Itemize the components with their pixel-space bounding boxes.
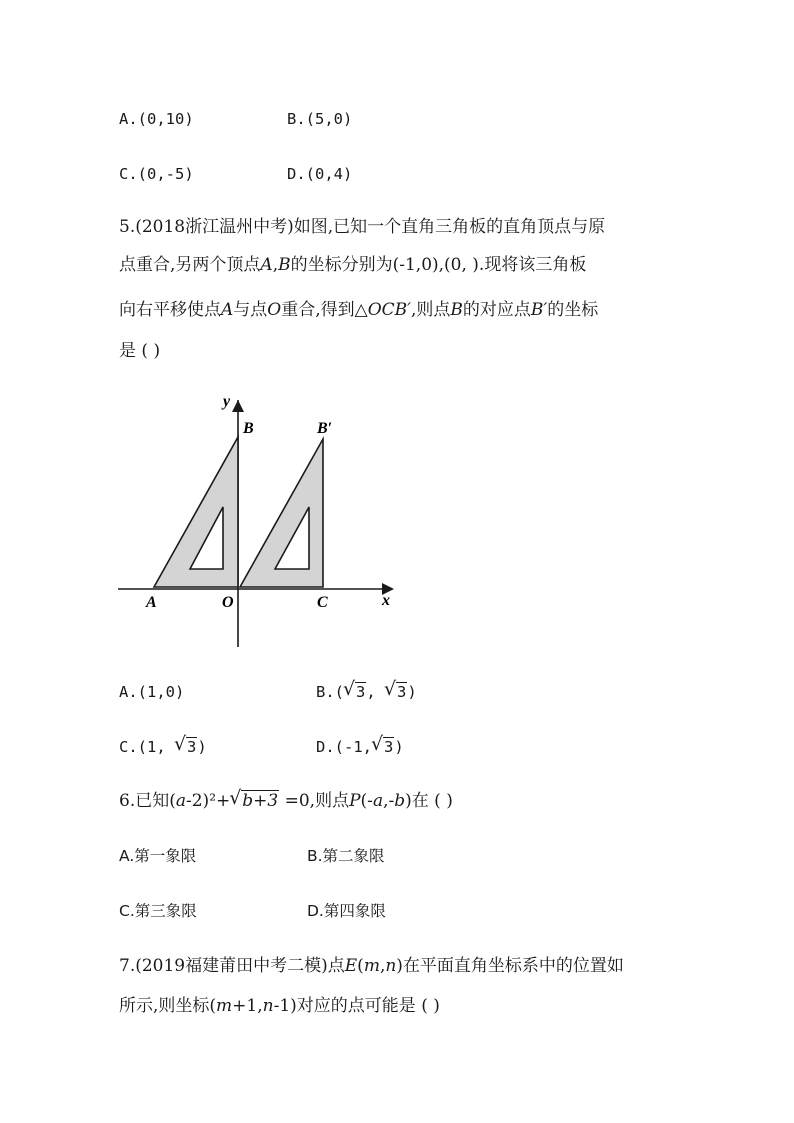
q5-option-a: A.(1,0) xyxy=(119,683,185,701)
q5-option-b: B.(√ 3, √ 3) xyxy=(316,681,417,703)
label-x: x xyxy=(382,592,390,609)
label-o: O xyxy=(222,594,234,611)
q5-line-2: 点重合,另两个顶点A,B的坐标分别为(-1,0),(0, ).现将该三角板 xyxy=(119,255,587,275)
triangle-ocb-prime xyxy=(240,439,323,587)
q6-option-d: D.第四象限 xyxy=(307,902,386,920)
q4-option-d: D.(0,4) xyxy=(287,165,353,183)
triangle-aob xyxy=(154,437,238,587)
q6-option-c: C.第三象限 xyxy=(119,902,197,920)
q5-option-d: D.(-1,√ 3) xyxy=(316,736,404,758)
q5-option-c: C.(1, √ 3) xyxy=(119,736,207,758)
q4-option-a: A.(0,10) xyxy=(119,110,194,128)
q6-option-a: A.第一象限 xyxy=(119,847,197,865)
q6-stem: 6.已知(a-2)²+√ b+3 =0,则点P(-a,-b)在 ( ) xyxy=(119,789,453,813)
q6-option-b: B.第二象限 xyxy=(307,847,385,865)
q7-line-1: 7.(2019福建莆田中考二模)点E(m,n)在平面直角坐标系中的位置如 xyxy=(119,956,624,976)
q4-option-c: C.(0,-5) xyxy=(119,165,194,183)
q5-line-1: 5.(2018浙江温州中考)如图,已知一个直角三角板的直角顶点与原 xyxy=(119,217,606,237)
y-axis-arrow xyxy=(232,400,244,412)
label-c: C xyxy=(317,594,328,611)
label-b: B xyxy=(243,420,254,437)
q5-line-3: 向右平移使点A与点O重合,得到△OCB′,则点B的对应点B′的坐标 xyxy=(119,300,599,320)
q5-line-4: 是 ( ) xyxy=(119,341,161,361)
label-a: A xyxy=(146,594,157,611)
q7-line-2: 所示,则坐标(m+1,n-1)对应的点可能是 ( ) xyxy=(119,996,440,1016)
q5-figure xyxy=(110,382,410,654)
label-y: y xyxy=(223,393,231,410)
label-b-prime: B′ xyxy=(317,420,333,437)
q4-option-b: B.(5,0) xyxy=(287,110,353,128)
